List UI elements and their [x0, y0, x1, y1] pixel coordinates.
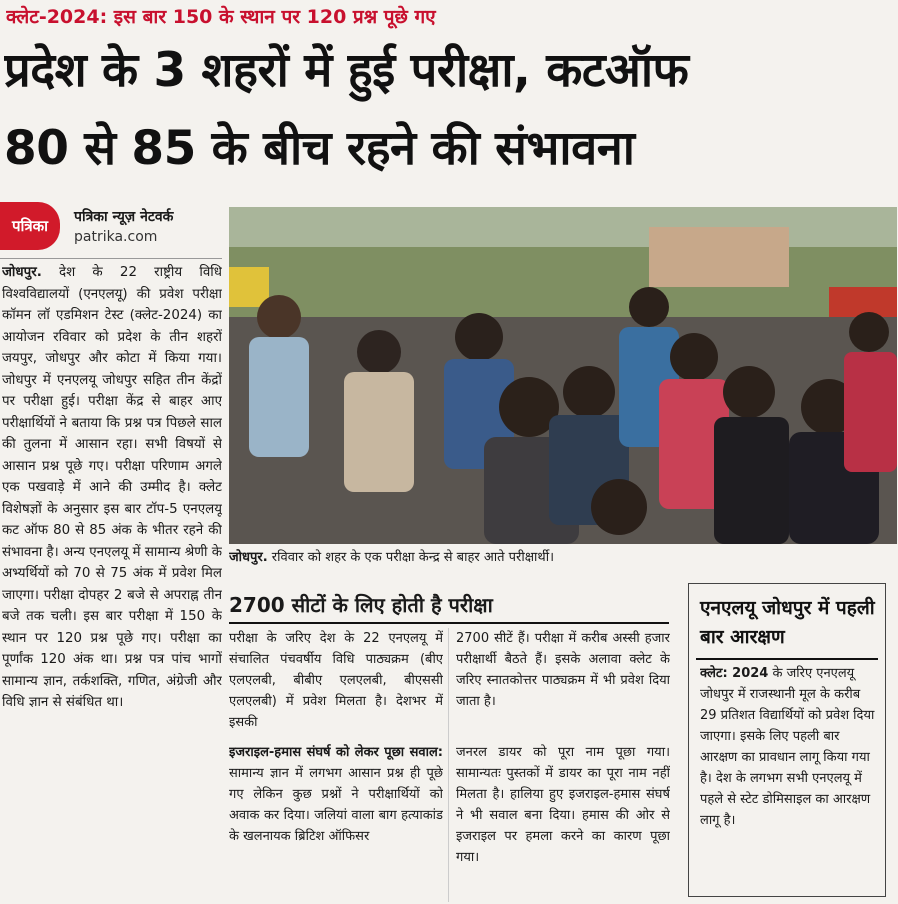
kicker: क्लेट-2024: इस बार 150 के स्थान पर 120 प्रश्न पूछे गए [6, 6, 436, 28]
sidebar-body [700, 663, 880, 891]
news-photo [229, 207, 897, 544]
article-text: देश के 22 राष्ट्रीय विधि विश्वविद्यालयों (एनएलयू) की प्रवेश परीक्षा कॉमन लॉ एडमिशन टेस्ट (क्लेट-2024) का आयोजन रविवार को प्रदेश के तीन शहरों जयपुर, जोधपुर और कोटा में किया गया। जोधपुर में एनएलयू जोधपुर सहित तीन केंद्रों पर परीक्षा हुई। परीक्षा केंद्र से बाहर आए परीक्षार्थियों ने बताया कि प्रश्न पत्र पिछले साल की तुलना में आसान रहा। सभी विषयों से आसान प्रश्न पूछे गए। परीक्षा परिणाम अगले एक पखवाड़े में आने की उम्मीद है। क्लेट विशेषज्ञों के अनुसार इस बार टॉप-5 एनएलयू कट ऑफ 80 से 85 अंक के भीतर रहने की संभावना है। अन्य एनएलयू में सामान्य श्रेणी के अभ्यर्थियों को 70 से 75 अंक में प्रवेश मिल जाएगा। परीक्षा दोपहर 2 बजे से अपराह्न तीन बजे तक चली। इस बार परीक्षा में 150 के स्थान पर 120 प्रश्न पूछे गए। परीक्षा का पूर्णांक 120 अंक था। प्रश्न पत्र पांच भागों सामान्य ज्ञान, तर्कशक्ति, गणित, अंग्रेजी और विधि ज्ञान से संबंधित था। [2, 265, 222, 710]
seats-heading: 2700 सीटों के लिए होती है परीक्षा [229, 593, 493, 617]
caption-place: जोधपुर. [229, 550, 268, 565]
question-text-1: सामान्य ज्ञान में लगभग आसान प्रश्न ही पूछे गए लेकिन कुछ प्रश्नों ने परीक्षार्थियों को अवाक कर दिया। जलियां वाला बाग हत्याकांड के खलनायक ब्रिटिश ऑफिसर [229, 766, 443, 844]
question-lead: इजराइल-हमास संघर्ष को लेकर पूछा सवाल: [229, 745, 443, 760]
seats-col-2: 2700 सीटें हैं। परीक्षा में करीब अस्सी हजार परीक्षार्थी बैठते हैं। इसके अलावा क्लेट के जरिए स्नातकोत्तर पाठ्यक्रम में भी प्रवेश दिया जाता है। [456, 631, 670, 709]
caption-text: रविवार को शहर के एक परीक्षा केन्द्र से बाहर आते परीक्षार्थी। [267, 550, 555, 565]
seats-col-1: परीक्षा के जरिए देश के 22 एनएलयू में संचालित पंचवर्षीय विधि पाठ्यक्रम (बीए एलएलबी, बीबीए एलएलबी, बीएससी एलएलबी) में प्रवेश मिलता है। देशभर में इसकी [229, 631, 443, 730]
sidebar-lead: क्लेट: 2024 [700, 666, 769, 681]
sidebar-text: के जरिए एनएलयू जोधपुर में राजस्थानी मूल के करीब 29 प्रतिशत विद्यार्थियों को प्रवेश दिया जाएगा। इसके लिए पहली बार आरक्षण का प्रावधान लागू किया गया है। देश के लगभग सभी एनएलयू में पहले से स्टेट डोमिसाइल का आरक्षण लागू है। [700, 666, 875, 828]
dateline: जोधपुर. [2, 265, 42, 280]
headline-line-1: प्रदेश के 3 शहरों में हुई परीक्षा, कटऑफ [4, 43, 689, 98]
photo-caption [229, 547, 897, 569]
crowd-photo-illustration [229, 207, 897, 544]
sidebar-title: एनएलयू जोधपुर में पहली बार आरक्षण [700, 597, 875, 648]
question-col-1 [229, 742, 443, 902]
question-col-2: जनरल डायर को पूरा नाम पूछा गया। सामान्यतः पुस्तकों में डायर का पूरा नाम नहीं मिलता है। हालिया हुए इजराइल-हमास संघर्ष ने भी सवाल बना दिया। हमास की ओर से इजराइल पर हमला करने का कारण पूछा गया। [456, 745, 670, 865]
patrika-logo: पत्रिका [0, 202, 60, 250]
byline-divider [0, 258, 222, 259]
main-article-body [2, 262, 222, 902]
seats-heading-rule [229, 622, 669, 624]
byline-url: patrika.com [74, 229, 158, 245]
column-divider [448, 628, 449, 902]
byline-name: पत्रिका न्यूज़ नेटवर्क [74, 209, 174, 225]
headline-line-2: 80 से 85 के बीच रहने की संभावना [4, 121, 635, 176]
sidebar-title-rule [696, 658, 878, 660]
